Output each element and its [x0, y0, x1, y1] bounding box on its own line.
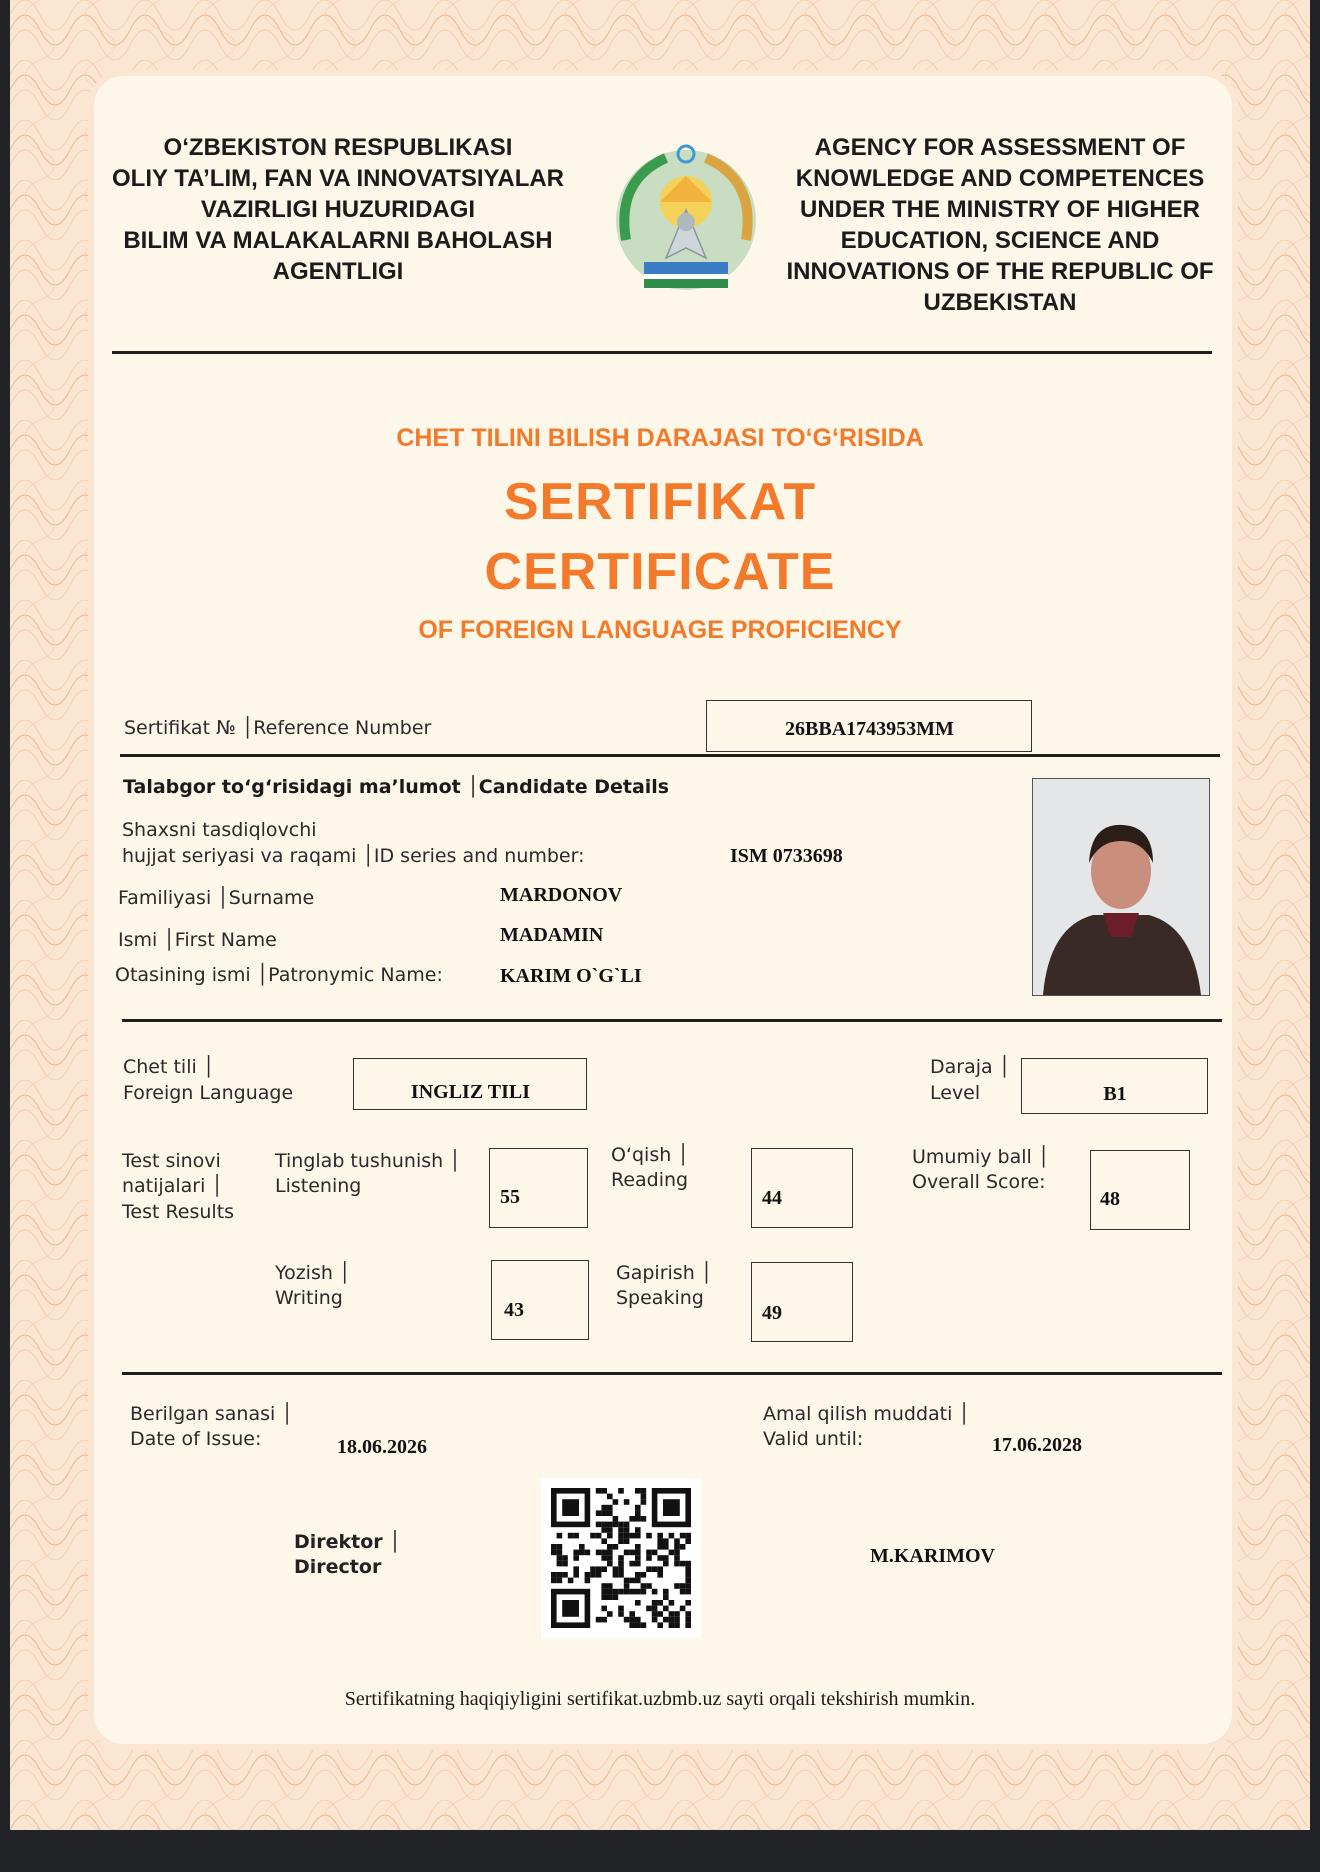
language-value: INGLIZ TILI	[410, 1081, 531, 1103]
overall-value: 48	[1100, 1188, 1120, 1210]
results-label-1: Test sinovi	[122, 1150, 221, 1172]
reference-label: Sertifikat № │Reference Number	[124, 717, 432, 739]
subtitle-uz: CHET TILINI BILISH DARAJASI TO‘G‘RISIDA	[396, 424, 924, 452]
listening-label-2: Listening	[275, 1175, 362, 1197]
valid-value: 17.06.2028	[992, 1434, 1082, 1456]
issue-label-1: Berilgan sanasi │	[130, 1403, 293, 1425]
reading-label-2: Reading	[611, 1169, 689, 1191]
agency-name-en: AGENCY FOR ASSESSMENT OF KNOWLEDGE AND COMPETENCES UNDER THE MINISTRY OF HIGHER EDUCATION, SCIENCE AND INNOVATIONS OF THE REPUBLIC OF UZBEKISTAN	[786, 134, 1214, 316]
surname-label: Familiyasi │Surname	[118, 887, 315, 909]
certificate-frame	[10, 0, 1310, 1830]
overall-label-1: Umumiy ball │	[912, 1146, 1050, 1168]
id-label-2: hujjat seriyasi va raqami │ID series and number:	[122, 845, 585, 867]
candidate-divider	[122, 1019, 1222, 1022]
surname-value: MARDONOV	[500, 884, 623, 906]
speaking-label-2: Speaking	[616, 1287, 704, 1309]
language-label-1: Chet tili │	[123, 1056, 215, 1078]
speaking-value: 49	[762, 1302, 782, 1324]
valid-label-2: Valid until:	[763, 1428, 864, 1450]
title-en: CERTIFICATE	[484, 543, 836, 601]
id-label-1: Shaxsni tasdiqlovchi	[122, 819, 317, 841]
level-label-2: Level	[930, 1082, 981, 1104]
language-label-2: Foreign Language	[123, 1082, 294, 1104]
results-label-3: Test Results	[122, 1201, 235, 1223]
header-divider	[112, 351, 1212, 354]
subtitle-en: OF FOREIGN LANGUAGE PROFICIENCY	[418, 616, 902, 644]
writing-label-2: Writing	[275, 1287, 343, 1309]
reference-value: 26BBA1743953MM	[785, 718, 954, 740]
writing-label-1: Yozish │	[275, 1262, 351, 1284]
candidate-photo	[1032, 778, 1210, 996]
patronymic-label: Otasining ismi │Patronymic Name:	[115, 964, 443, 986]
candidate-section-title: Talabgor to‘g‘risidagi ma’lumot │Candidate Details	[123, 776, 670, 798]
results-divider	[122, 1372, 1222, 1375]
listening-value: 55	[500, 1186, 520, 1208]
verification-qr-code[interactable]	[541, 1478, 701, 1638]
verification-note: Sertifikatning haqiqiyligini sertifikat.uzbmb.uz sayti orqali tekshirish mumkin.	[344, 1688, 976, 1710]
issue-label-2: Date of Issue:	[130, 1428, 262, 1450]
speaking-label-1: Gapirish │	[616, 1262, 713, 1284]
director-name: M.KARIMOV	[870, 1545, 995, 1567]
first-name-value: MADAMIN	[500, 924, 604, 946]
title-uz: SERTIFIKAT	[503, 473, 817, 531]
issue-value: 18.06.2026	[337, 1436, 427, 1458]
reading-value: 44	[762, 1187, 782, 1209]
writing-value: 43	[504, 1299, 524, 1321]
listening-label-1: Tinglab tushunish │	[275, 1150, 461, 1172]
results-label-2: natijalari │	[122, 1175, 223, 1197]
valid-label-1: Amal qilish muddati │	[763, 1403, 970, 1425]
reference-divider	[120, 754, 1220, 757]
level-label-1: Daraja │	[930, 1056, 1011, 1078]
patronymic-value: KARIM O`G`LI	[500, 965, 642, 987]
id-value: ISM 0733698	[730, 845, 843, 867]
agency-name-uz: O‘ZBEKISTON RESPUBLIKASI OLIY TA’LIM, FAN VA INNOVATSIYALAR VAZIRLIGI HUZURIDAGI BILIM VA MALAKALARNI BAHOLASH AGENTLIGI	[111, 134, 565, 285]
first-name-label: Ismi │First Name	[118, 929, 277, 951]
overall-label-2: Overall Score:	[912, 1171, 1046, 1193]
reading-label-1: O‘qish │	[611, 1144, 689, 1166]
director-label: Direktor │ Director	[294, 1531, 401, 1578]
state-emblem-icon	[606, 140, 766, 300]
level-value: B1	[1103, 1083, 1127, 1105]
